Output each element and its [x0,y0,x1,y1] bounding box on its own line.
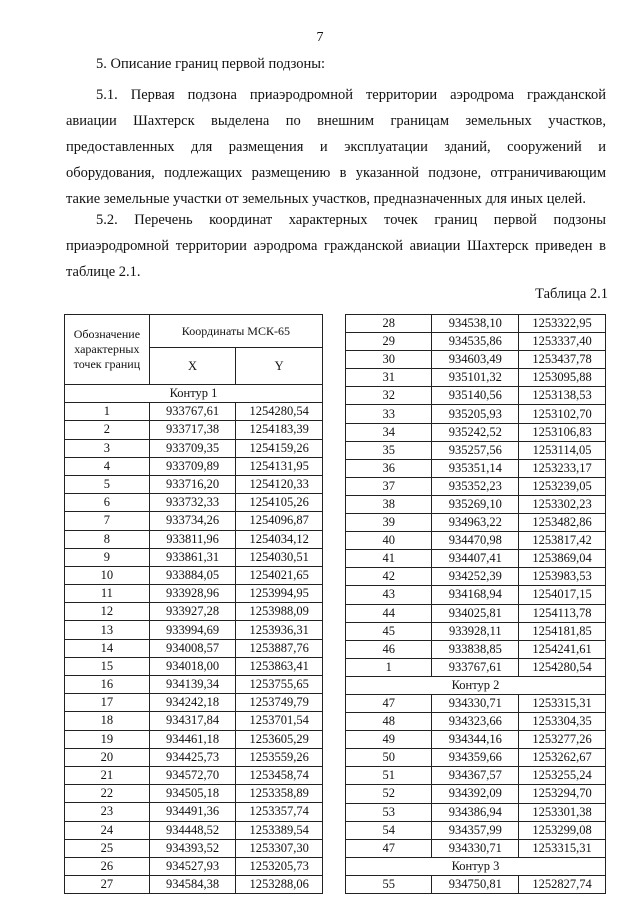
table-row [65,821,323,839]
coordinate-x: 935257,56 [432,441,519,459]
coordinate-x: 934242,18 [149,694,236,712]
coordinate-x: 933811,96 [149,530,236,548]
point-number: 12 [65,603,150,621]
coordinate-y: 1253102,70 [519,405,606,423]
coordinate-y: 1254017,15 [519,586,606,604]
table-row [346,369,606,387]
coordinate-x: 933709,89 [149,457,236,475]
point-number: 16 [65,676,150,694]
point-number: 37 [346,477,432,495]
coordinate-x: 933717,38 [149,421,236,439]
coordinate-y: 1253294,70 [519,785,606,803]
contour-row [65,385,323,403]
point-number: 42 [346,568,432,586]
point-number: 17 [65,694,150,712]
section-heading: 5. Описание границ первой подзоны: [96,56,326,72]
table-row [65,421,323,439]
table-row [346,694,606,712]
table-row [65,803,323,821]
coordinate-y: 1253205,73 [236,857,323,875]
coordinate-y: 1253322,95 [519,315,606,333]
point-number: 40 [346,532,432,550]
paragraph-line: 5.2. Перечень координат характерных точек границ первой подзоны [96,212,606,228]
coordinate-y: 1254113,78 [519,604,606,622]
coordinate-y: 1253605,29 [236,730,323,748]
coordinate-x: 934357,99 [432,821,519,839]
table-row [346,821,606,839]
point-number: 2 [65,421,150,439]
coordinate-x: 935352,23 [432,477,519,495]
coordinate-x: 934139,34 [149,676,236,694]
coordinate-y: 1253559,26 [236,748,323,766]
contour-label: Контур 2 [346,676,606,694]
coordinate-x: 934963,22 [432,514,519,532]
paragraph-line: приаэродромной территории аэродрома гражданской авиации Шахтерск приведен в [66,238,606,254]
coordinate-x: 934317,84 [149,712,236,730]
paragraph-line: таблице 2.1. [66,264,141,280]
table-row [65,639,323,657]
point-number: 15 [65,657,150,675]
table-row [65,857,323,875]
point-number: 19 [65,730,150,748]
coordinate-y: 1253315,31 [519,694,606,712]
paragraph-line: такие земельные участки от земельных участков, предназначенных для иных целей. [66,191,586,207]
point-number: 24 [65,821,150,839]
header-point-designation: Обозначение характерных точек границ [65,315,150,385]
table-row [346,459,606,477]
point-number: 5 [65,475,150,493]
point-number: 36 [346,459,432,477]
point-number: 7 [65,512,150,530]
table-row [65,694,323,712]
coordinate-y: 1254241,61 [519,640,606,658]
coordinate-x: 934344,16 [432,731,519,749]
contour-label: Контур 3 [346,857,606,875]
coordinate-x: 934584,38 [149,876,236,894]
table-row [346,803,606,821]
table-row [65,748,323,766]
coordinate-x: 933767,61 [432,658,519,676]
paragraph-5-1 [66,82,606,212]
table-row [346,387,606,405]
point-number: 32 [346,387,432,405]
point-number: 18 [65,712,150,730]
coordinate-x: 934527,93 [149,857,236,875]
table-row [65,676,323,694]
coordinate-y: 1253307,30 [236,839,323,857]
table-row [346,839,606,857]
point-number: 13 [65,621,150,639]
table-row [65,530,323,548]
point-number: 6 [65,494,150,512]
table-row [346,785,606,803]
coordinate-x: 935351,14 [432,459,519,477]
coordinates-table-right [345,314,606,894]
point-number: 43 [346,586,432,604]
coordinate-x: 934252,39 [432,568,519,586]
table-row [65,494,323,512]
contour-row [346,857,606,875]
coordinate-x: 933928,11 [432,622,519,640]
coordinate-y: 1253304,35 [519,713,606,731]
point-number: 25 [65,839,150,857]
table-row [65,839,323,857]
coordinate-x: 934425,73 [149,748,236,766]
point-number: 33 [346,405,432,423]
coordinate-y: 1252827,74 [519,875,606,893]
coordinate-x: 935269,10 [432,495,519,513]
table-row [65,785,323,803]
point-number: 23 [65,803,150,821]
coordinate-x: 934359,66 [432,749,519,767]
coordinate-x: 934470,98 [432,532,519,550]
table-row [346,749,606,767]
table-row [346,315,606,333]
point-number: 54 [346,821,432,839]
point-number: 47 [346,694,432,712]
coordinate-x: 933732,33 [149,494,236,512]
coordinate-x: 934603,49 [432,351,519,369]
point-number: 1 [346,658,432,676]
table-row [65,603,323,621]
point-number: 21 [65,766,150,784]
coordinate-y: 1254280,54 [519,658,606,676]
coordinate-y: 1253138,53 [519,387,606,405]
contour-row [346,676,606,694]
coordinate-y: 1253239,05 [519,477,606,495]
coordinate-x: 934018,00 [149,657,236,675]
header-coordinates: Координаты МСК-65 [149,315,322,348]
coordinate-x: 933861,31 [149,548,236,566]
table-row [346,550,606,568]
point-number: 11 [65,585,150,603]
coordinate-x: 934572,70 [149,766,236,784]
coordinate-y: 1253887,76 [236,639,323,657]
table-row [65,403,323,421]
coordinate-y: 1253262,67 [519,749,606,767]
point-number: 3 [65,439,150,457]
coordinate-y: 1253095,88 [519,369,606,387]
coordinate-y: 1253357,74 [236,803,323,821]
coordinate-x: 934393,52 [149,839,236,857]
coordinate-x: 933927,28 [149,603,236,621]
coordinate-x: 933734,26 [149,512,236,530]
point-number: 31 [346,369,432,387]
coordinate-x: 934367,57 [432,767,519,785]
page-number: 7 [316,30,324,45]
table-row [346,731,606,749]
coordinate-y: 1254105,26 [236,494,323,512]
coordinate-y: 1254021,65 [236,566,323,584]
coordinate-y: 1253288,06 [236,876,323,894]
point-number: 1 [65,403,150,421]
point-number: 48 [346,713,432,731]
table-row [346,713,606,731]
coordinate-x: 934448,52 [149,821,236,839]
point-number: 45 [346,622,432,640]
point-number: 10 [65,566,150,584]
coordinate-x: 934025,81 [432,604,519,622]
coordinate-x: 933716,20 [149,475,236,493]
coordinate-y: 1254131,95 [236,457,323,475]
table-row [65,457,323,475]
coordinate-x: 934491,36 [149,803,236,821]
coordinate-x: 934505,18 [149,785,236,803]
table-row [346,495,606,513]
coordinate-y: 1253114,05 [519,441,606,459]
point-number: 52 [346,785,432,803]
coordinate-y: 1253482,86 [519,514,606,532]
point-number: 41 [346,550,432,568]
table-row [346,568,606,586]
point-number: 22 [65,785,150,803]
coordinate-x: 935140,56 [432,387,519,405]
coordinate-y: 1253299,08 [519,821,606,839]
coordinate-y: 1253749,79 [236,694,323,712]
coordinate-y: 1253983,53 [519,568,606,586]
point-number: 35 [346,441,432,459]
paragraph-line: авиации Шахтерск выделена по внешним границам земельных участков, [66,113,606,129]
table-row [65,566,323,584]
coordinate-y: 1254030,51 [236,548,323,566]
table-row [346,441,606,459]
coordinate-y: 1253358,89 [236,785,323,803]
point-number: 9 [65,548,150,566]
coordinate-y: 1253701,54 [236,712,323,730]
coordinate-x: 933709,35 [149,439,236,457]
coordinate-y: 1253869,04 [519,550,606,568]
coordinate-y: 1253994,95 [236,585,323,603]
coordinate-y: 1253817,42 [519,532,606,550]
table-row [346,514,606,532]
coordinate-x: 933928,96 [149,585,236,603]
coordinate-x: 935205,93 [432,405,519,423]
coordinate-x: 934407,41 [432,550,519,568]
coordinate-x: 933767,61 [149,403,236,421]
point-number: 51 [346,767,432,785]
coordinate-y: 1253755,65 [236,676,323,694]
coordinate-x: 935242,52 [432,423,519,441]
coordinate-y: 1254120,33 [236,475,323,493]
coordinates-table-left [64,314,323,894]
table-row [65,548,323,566]
coordinate-y: 1253106,83 [519,423,606,441]
coordinate-y: 1253301,38 [519,803,606,821]
table-row [346,875,606,893]
coordinate-x: 934461,18 [149,730,236,748]
coordinate-x: 935101,32 [432,369,519,387]
table-row [65,657,323,675]
coordinate-x: 934386,94 [432,803,519,821]
coordinate-y: 1254183,39 [236,421,323,439]
table-row [346,767,606,785]
table-row [65,621,323,639]
coordinate-y: 1253437,78 [519,351,606,369]
point-number: 46 [346,640,432,658]
coordinate-y: 1254159,26 [236,439,323,457]
point-number: 44 [346,604,432,622]
point-number: 38 [346,495,432,513]
table-row [346,532,606,550]
paragraph-5-2 [66,207,606,285]
coordinate-x: 933994,69 [149,621,236,639]
coordinate-y: 1254096,87 [236,512,323,530]
coordinate-x: 934535,86 [432,333,519,351]
coordinate-x: 934330,71 [432,839,519,857]
coordinate-x: 934330,71 [432,694,519,712]
point-number: 20 [65,748,150,766]
coordinate-y: 1253988,09 [236,603,323,621]
coordinate-y: 1253277,26 [519,731,606,749]
point-number: 55 [346,875,432,893]
table-row [346,622,606,640]
point-number: 29 [346,333,432,351]
table-row [346,333,606,351]
point-number: 39 [346,514,432,532]
coordinate-y: 1254181,85 [519,622,606,640]
coordinate-y: 1253863,41 [236,657,323,675]
point-number: 28 [346,315,432,333]
coordinate-y: 1253255,24 [519,767,606,785]
point-number: 30 [346,351,432,369]
table-row [65,766,323,784]
paragraph-line: оборудования, подлежащих размещению в указанной подзоне, отграничивающим [66,165,606,181]
coordinate-x: 934168,94 [432,586,519,604]
coordinate-x: 933884,05 [149,566,236,584]
table-caption: Таблица 2.1 [535,286,608,302]
header-x: X [149,348,236,385]
coordinate-x: 934392,09 [432,785,519,803]
coordinate-y: 1253458,74 [236,766,323,784]
paragraph-line: предоставленных для размещения и эксплуатации зданий, сооружений и [66,139,606,155]
point-number: 4 [65,457,150,475]
coordinate-x: 934008,57 [149,639,236,657]
table-row [346,351,606,369]
table-row [65,585,323,603]
point-number: 50 [346,749,432,767]
coordinate-y: 1253315,31 [519,839,606,857]
coordinate-y: 1253233,17 [519,459,606,477]
coordinate-y: 1254280,54 [236,403,323,421]
table-row [346,423,606,441]
point-number: 27 [65,876,150,894]
table-row [65,876,323,894]
table-row [346,586,606,604]
table-row [65,512,323,530]
point-number: 47 [346,839,432,857]
point-number: 53 [346,803,432,821]
paragraph-line: 5.1. Первая подзона приаэродромной территории аэродрома гражданской [96,87,606,103]
coordinate-y: 1253936,31 [236,621,323,639]
contour-label: Контур 1 [65,385,323,403]
coordinate-x: 934538,10 [432,315,519,333]
header-y: Y [236,348,323,385]
coordinate-y: 1253302,23 [519,495,606,513]
table-row [65,712,323,730]
table-row [346,604,606,622]
table-row [346,405,606,423]
coordinate-y: 1254034,12 [236,530,323,548]
table-row [65,730,323,748]
point-number: 26 [65,857,150,875]
point-number: 14 [65,639,150,657]
coordinate-x: 933838,85 [432,640,519,658]
coordinate-x: 934323,66 [432,713,519,731]
point-number: 34 [346,423,432,441]
table-row [65,439,323,457]
table-row [346,640,606,658]
coordinate-y: 1253337,40 [519,333,606,351]
coordinate-x: 934750,81 [432,875,519,893]
point-number: 49 [346,731,432,749]
point-number: 8 [65,530,150,548]
table-row [346,658,606,676]
coordinate-y: 1253389,54 [236,821,323,839]
table-row [346,477,606,495]
table-row [65,475,323,493]
